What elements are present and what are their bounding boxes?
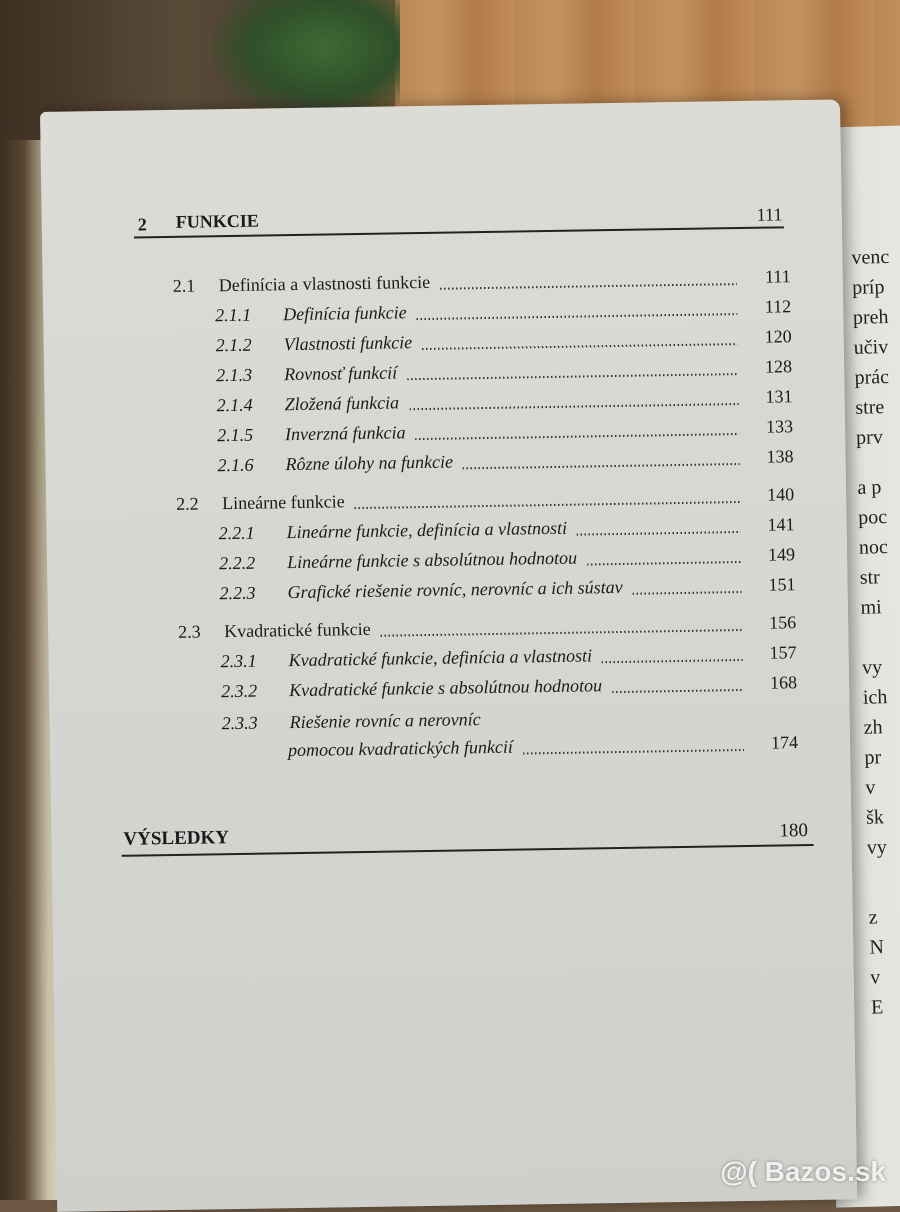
toc-section-title-continued: pomocou kvadratických funkcií <box>287 736 514 761</box>
toc-section-number: 2.3.3 <box>221 712 258 734</box>
toc-section-number: 2.1.2 <box>215 334 252 356</box>
toc-section-number: 2.1.1 <box>215 304 252 326</box>
toc-section-title: Definícia funkcie <box>283 302 407 325</box>
watermark: @( Bazos.sk <box>720 1156 886 1187</box>
toc-section-number: 2.1.4 <box>216 394 253 416</box>
toc-page-number: 131 <box>765 386 793 407</box>
right-page-text-fragment: v <box>869 966 881 989</box>
toc-section-title: Vlastnosti funkcie <box>283 332 413 355</box>
toc-section-title: Definícia a vlastnosti funkcie <box>218 271 431 296</box>
right-page-text-fragment: ich <box>862 686 888 709</box>
right-page-text-fragment: v <box>865 776 876 799</box>
toc-section-number: 2.2.3 <box>219 582 256 604</box>
toc-dot-leader <box>407 373 738 380</box>
toc-section-number: 2.1.5 <box>216 424 254 446</box>
right-page-text-fragment: z <box>868 906 878 929</box>
toc-section-number: 2.2.1 <box>218 522 255 544</box>
toc-page-number: 120 <box>764 326 792 347</box>
right-page-text-fragment: mi <box>860 596 882 619</box>
results-page-number: 180 <box>779 820 809 842</box>
toc-page-number: 141 <box>767 514 795 535</box>
toc-section-title: Lineárne funkcie s absolútnou hodnotou <box>286 547 578 573</box>
toc-dot-leader <box>380 629 742 637</box>
toc-page-number: 133 <box>765 416 794 437</box>
toc-section-title: Lineárne funkcie, definícia a vlastnosti <box>286 517 568 543</box>
chapter-page-number: 111 <box>756 204 783 225</box>
right-page-text-fragment: N <box>869 936 885 959</box>
toc-section-title: Riešenie rovníc a nerovníc <box>289 709 481 733</box>
toc-dot-leader <box>612 689 743 693</box>
book-page <box>40 99 857 1211</box>
toc-section-title: Lineárne funkcie <box>222 491 345 514</box>
chapter-number: 2 <box>137 214 147 235</box>
right-page-text-fragment: E <box>870 996 884 1019</box>
toc-section-number: 2.1 <box>172 275 196 296</box>
chapter-title: FUNKCIE <box>175 210 259 232</box>
toc-dot-leader <box>587 561 741 565</box>
toc-dot-leader <box>633 591 742 595</box>
right-page-text-fragment: noc <box>858 536 889 559</box>
toc-page-number: 174 <box>770 732 799 753</box>
right-page-text-fragment: preh <box>852 305 889 329</box>
right-page-text-fragment: str <box>859 566 881 589</box>
toc-dot-leader <box>523 749 744 754</box>
right-page-text-fragment: prác <box>854 365 890 389</box>
toc-page-number: 128 <box>764 356 793 377</box>
right-page-text-fragment: venc <box>851 245 890 269</box>
toc-dot-leader <box>602 659 743 663</box>
plant-leaves <box>210 0 400 120</box>
toc-page-number: 157 <box>769 642 797 663</box>
toc-section-number: 2.3.1 <box>220 650 257 672</box>
toc-page-number: 111 <box>764 266 791 287</box>
toc-section-title: Kvadratické funkcie <box>224 618 371 642</box>
results-title: VÝSLEDKY <box>123 827 230 850</box>
right-page-text-fragment: učiv <box>853 335 889 359</box>
right-page-text-fragment: vy <box>866 836 888 859</box>
toc-section-title: Inverzná funkcia <box>284 422 406 445</box>
right-page-text-fragment: prv <box>855 426 884 449</box>
right-page-text-fragment: a p <box>857 476 882 499</box>
toc-section-number: 2.2 <box>176 493 199 514</box>
toc-dot-leader <box>463 463 740 469</box>
toc-section-title: Rôzne úlohy na funkcie <box>285 451 454 475</box>
toc-dot-leader <box>410 403 739 410</box>
toc-section-title: Grafické riešenie rovníc, nerovníc a ich sústav <box>287 576 623 603</box>
toc-section-number: 2.3 <box>178 621 201 642</box>
right-page-text-fragment: pr <box>864 746 882 769</box>
toc-section-number: 2.2.2 <box>218 552 256 574</box>
toc-section-number: 2.3.2 <box>220 680 258 702</box>
right-page-text-fragment: stre <box>855 396 885 419</box>
toc-page-number: 151 <box>768 574 796 595</box>
toc-section-title: Rovnosť funkcií <box>283 362 398 385</box>
toc-section-title: Kvadratické funkcie s absolútnou hodnotou <box>288 675 603 701</box>
toc-page-number: 168 <box>769 672 798 693</box>
toc-section-number: 2.1.6 <box>217 454 254 476</box>
toc-page-number: 156 <box>768 612 797 633</box>
right-page-text-fragment: poc <box>857 506 888 529</box>
right-page-text-fragment: vy <box>861 656 883 679</box>
right-page-text-fragment: príp <box>851 276 885 299</box>
right-page-text-fragment: šk <box>865 806 885 829</box>
toc-page-number: 140 <box>766 484 795 505</box>
toc-section-title: Zložená funkcia <box>284 392 400 415</box>
toc-section-number: 2.1.3 <box>215 364 253 386</box>
right-page-text-fragment: zh <box>863 716 883 739</box>
toc-page-number: 149 <box>767 544 796 565</box>
toc-page-number: 112 <box>764 296 792 317</box>
toc-dot-leader <box>577 531 741 536</box>
toc-dot-leader <box>440 283 737 290</box>
toc-dot-leader <box>416 313 737 320</box>
toc-dot-leader <box>415 433 739 440</box>
toc-page-number: 138 <box>766 446 794 467</box>
toc-dot-leader <box>354 501 740 509</box>
toc-section-title: Kvadratické funkcie, definícia a vlastnosti <box>288 645 593 671</box>
toc-dot-leader <box>422 343 738 350</box>
